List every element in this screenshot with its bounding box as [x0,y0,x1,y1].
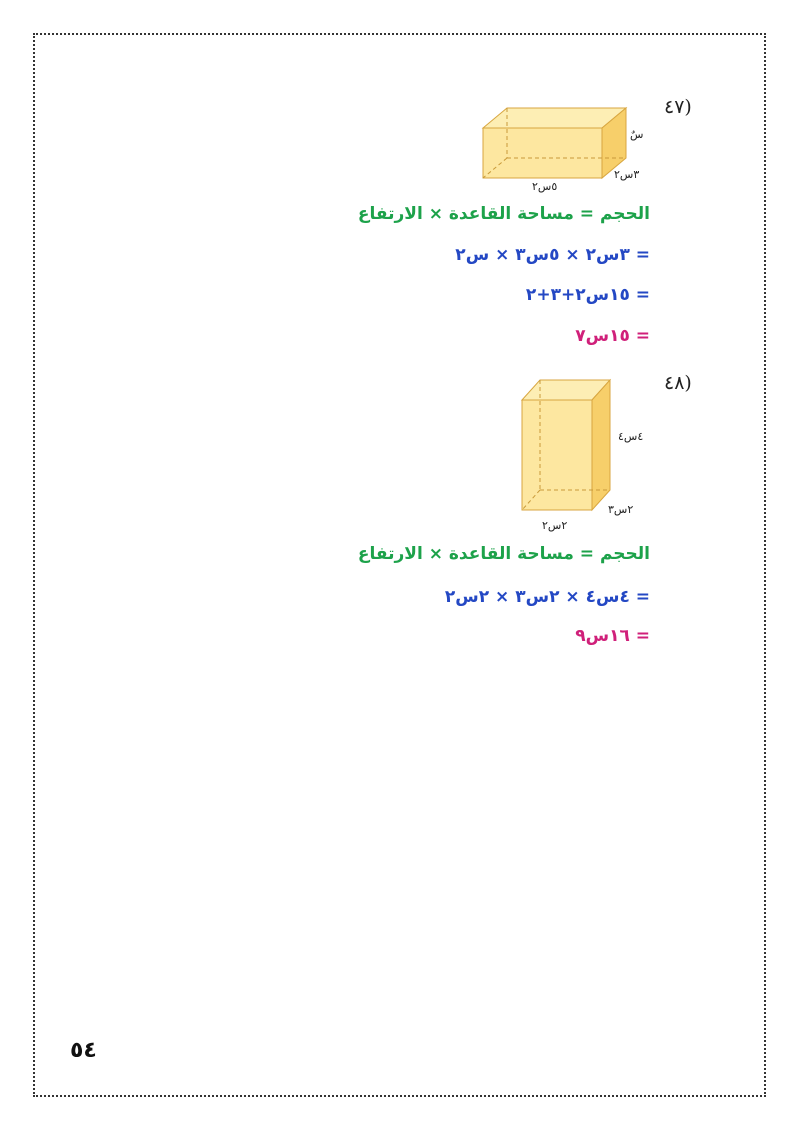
page-border [33,33,766,1097]
volume-formula-47: الحجم = مساحة القاعدة × الارتفاع [357,204,650,224]
problem-number-48: (٤٨ [664,372,692,394]
step-substitution-47: = ٣س٢ × ٥س٣ × س٢ [455,245,650,265]
rectangular-prism-48 [518,376,614,516]
problem-number-47: (٤٧ [664,96,692,118]
dim-depth-48: ٢س٣ [608,503,634,516]
step-substitution-48: = ٤س٤ × ٢س٣ × ٢س٢ [444,587,650,607]
page-number: ٥٤ [70,1038,97,1063]
step-exponent-sum-47: = ١٥س٢+٣+٢ [525,285,650,305]
volume-formula-48: الحجم = مساحة القاعدة × الارتفاع [357,544,650,564]
dim-length-47: ٥س٢ [532,180,558,193]
dim-height-48: ٤س٤ [618,430,644,443]
dim-length-48: ٢س٢ [542,519,568,532]
result-48: = ١٦س٩ [575,626,650,646]
result-47: = ١٥س٧ [575,326,650,346]
dim-depth-47: ٣س٢ [614,168,640,181]
dim-height-47: سٌ [630,128,644,141]
rectangular-prism-47 [478,104,628,184]
